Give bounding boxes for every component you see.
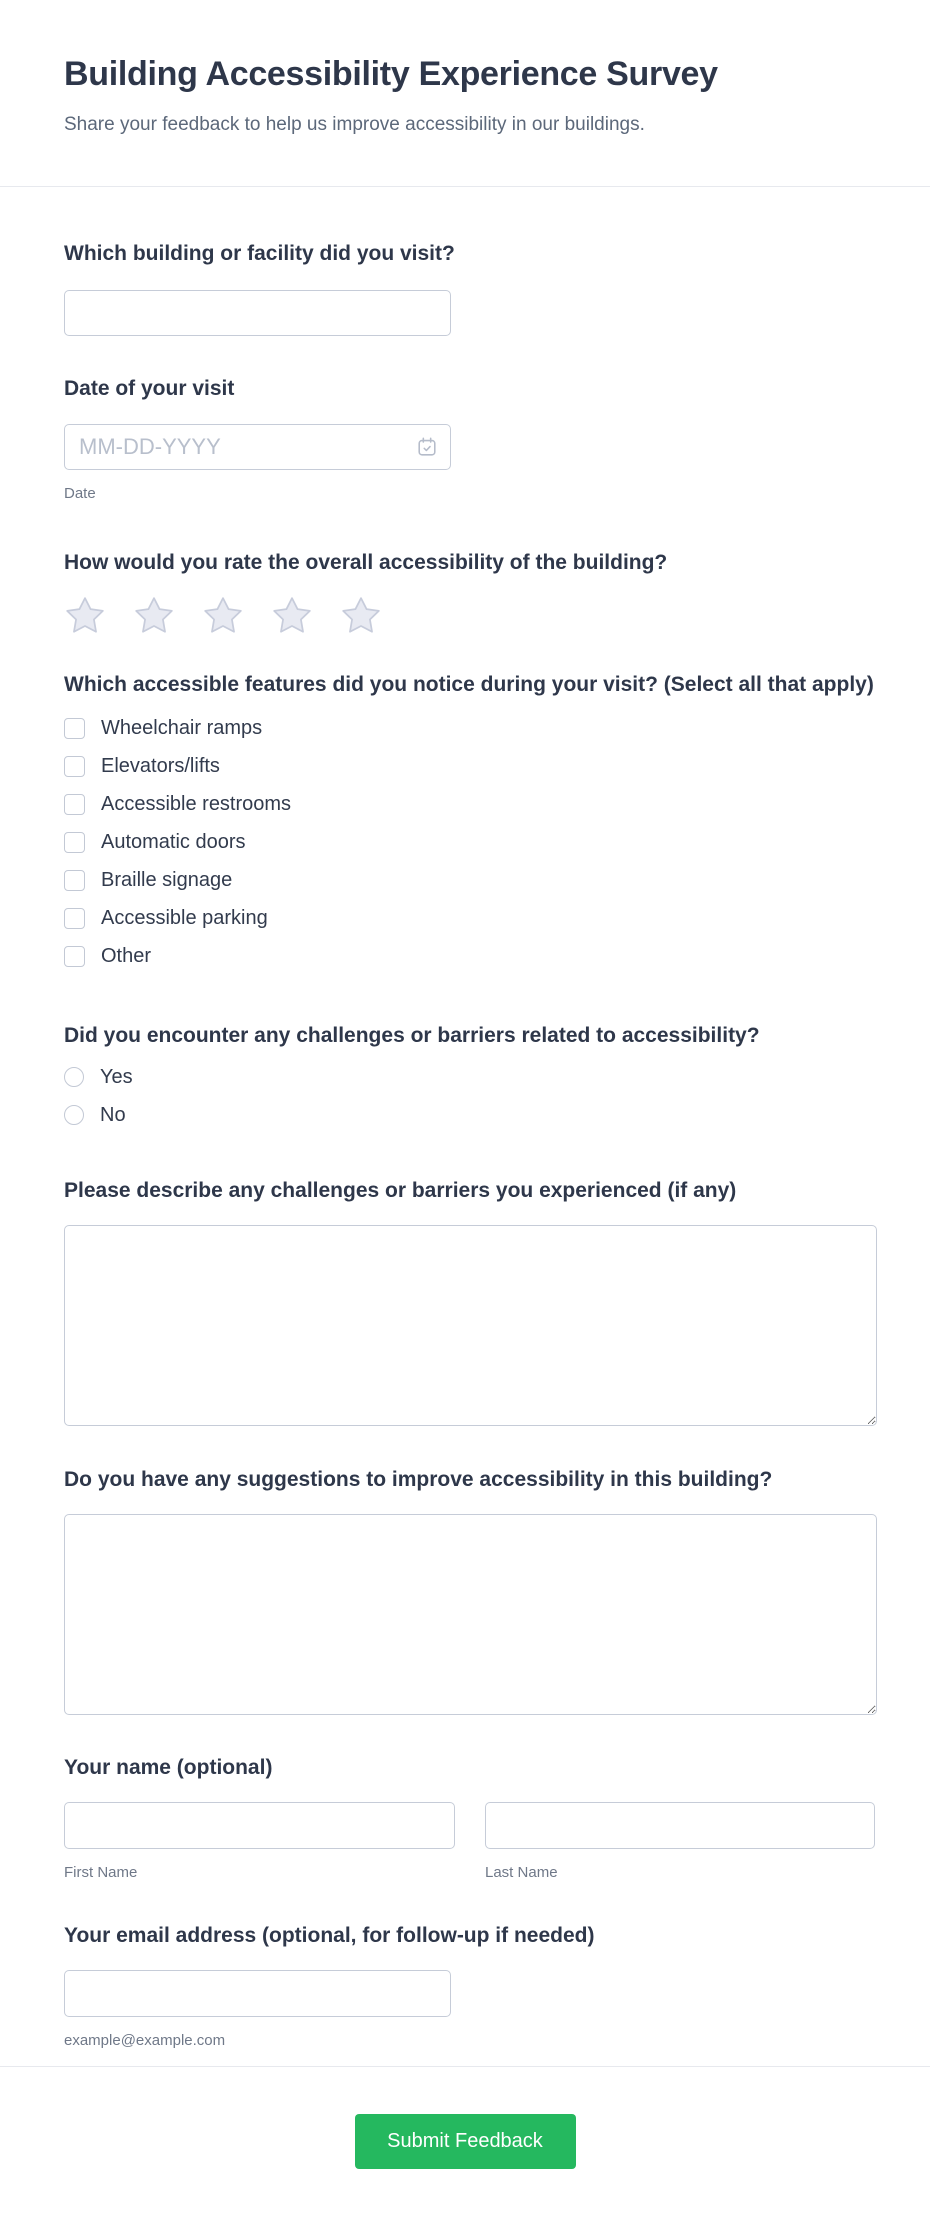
radio-option-label: Yes	[100, 1066, 133, 1088]
calendar-icon[interactable]	[416, 436, 438, 458]
last-name-col	[485, 1802, 875, 1882]
radio-option[interactable]	[64, 1096, 877, 1134]
name-row	[64, 1802, 877, 1882]
radio-option-label: No	[100, 1104, 126, 1126]
field-name	[64, 1754, 877, 1882]
star-icon[interactable]	[271, 595, 313, 637]
checkbox-option[interactable]	[64, 861, 877, 899]
first-name-input[interactable]	[64, 1802, 455, 1849]
checkbox-option-label: Elevators/lifts	[101, 755, 220, 777]
date-field-wrap	[64, 424, 451, 470]
question-label-email: Your email address (optional, for follow-up if needed)	[64, 1924, 595, 1947]
checkbox-icon[interactable]	[64, 946, 85, 967]
field-features	[64, 671, 877, 975]
checkbox-option-label: Wheelchair ramps	[101, 717, 263, 739]
question-label-name: Your name (optional)	[64, 1756, 273, 1779]
star-icon[interactable]	[133, 595, 175, 637]
question-label-rating: How would you rate the overall accessibility of the building?	[64, 551, 668, 574]
checkbox-option[interactable]	[64, 747, 877, 785]
checkbox-icon[interactable]	[64, 756, 85, 777]
field-describe	[64, 1177, 877, 1426]
first-name-sublabel: First Name	[64, 1864, 138, 1881]
checkbox-option[interactable]	[64, 823, 877, 861]
building-input[interactable]	[64, 290, 451, 336]
star-icon[interactable]	[64, 595, 106, 637]
checkbox-icon[interactable]	[64, 832, 85, 853]
first-name-col	[64, 1802, 455, 1882]
question-label-challenges: Did you encounter any challenges or barriers related to accessibility?	[64, 1024, 760, 1047]
checkbox-option[interactable]	[64, 937, 877, 975]
question-label-describe: Please describe any challenges or barriers you experienced (if any)	[64, 1179, 737, 1202]
checkbox-icon[interactable]	[64, 718, 85, 739]
checkbox-option-label: Accessible parking	[101, 907, 268, 929]
field-email	[64, 1922, 877, 2050]
field-date	[64, 375, 877, 503]
email-input[interactable]	[64, 1970, 451, 2017]
star-rating	[64, 595, 877, 637]
star-icon[interactable]	[340, 595, 382, 637]
checkbox-icon[interactable]	[64, 794, 85, 815]
checkbox-option[interactable]	[64, 709, 877, 747]
question-label-date: Date of your visit	[64, 377, 235, 400]
radio-icon[interactable]	[64, 1067, 84, 1087]
describe-textarea[interactable]	[64, 1225, 877, 1426]
radio-option[interactable]	[64, 1058, 877, 1096]
page-subtitle: Share your feedback to help us improve accessibility in our buildings.	[64, 114, 645, 135]
header-divider	[0, 186, 930, 187]
radio-icon[interactable]	[64, 1105, 84, 1125]
challenges-options	[64, 1058, 877, 1134]
checkbox-option-label: Braille signage	[101, 869, 233, 891]
last-name-input[interactable]	[485, 1802, 875, 1849]
survey-form	[0, 240, 930, 2050]
field-suggestions	[64, 1466, 877, 1715]
date-input[interactable]	[64, 424, 451, 470]
checkbox-option-label: Other	[101, 945, 152, 967]
checkbox-icon[interactable]	[64, 908, 85, 929]
checkbox-option-label: Accessible restrooms	[101, 793, 292, 815]
suggestions-textarea[interactable]	[64, 1514, 877, 1715]
checkbox-option-label: Automatic doors	[101, 831, 246, 853]
date-sublabel: Date	[64, 485, 96, 502]
last-name-sublabel: Last Name	[485, 1864, 558, 1881]
field-rating	[64, 549, 877, 637]
submit-button[interactable]: Submit Feedback	[355, 2114, 576, 2169]
form-header	[0, 0, 930, 138]
field-building	[64, 240, 877, 336]
checkbox-icon[interactable]	[64, 870, 85, 891]
email-sublabel: example@example.com	[64, 2032, 226, 2049]
field-challenges	[64, 1022, 877, 1134]
question-label-features: Which accessible features did you notice during your visit? (Select all that apply)	[64, 673, 874, 696]
submit-area	[0, 2067, 930, 2219]
page-title: Building Accessibility Experience Survey	[64, 55, 718, 93]
question-label-suggestions: Do you have any suggestions to improve accessibility in this building?	[64, 1468, 773, 1491]
question-label-building: Which building or facility did you visit?	[64, 242, 455, 265]
features-options	[64, 709, 877, 975]
checkbox-option[interactable]	[64, 899, 877, 937]
star-icon[interactable]	[202, 595, 244, 637]
checkbox-option[interactable]	[64, 785, 877, 823]
